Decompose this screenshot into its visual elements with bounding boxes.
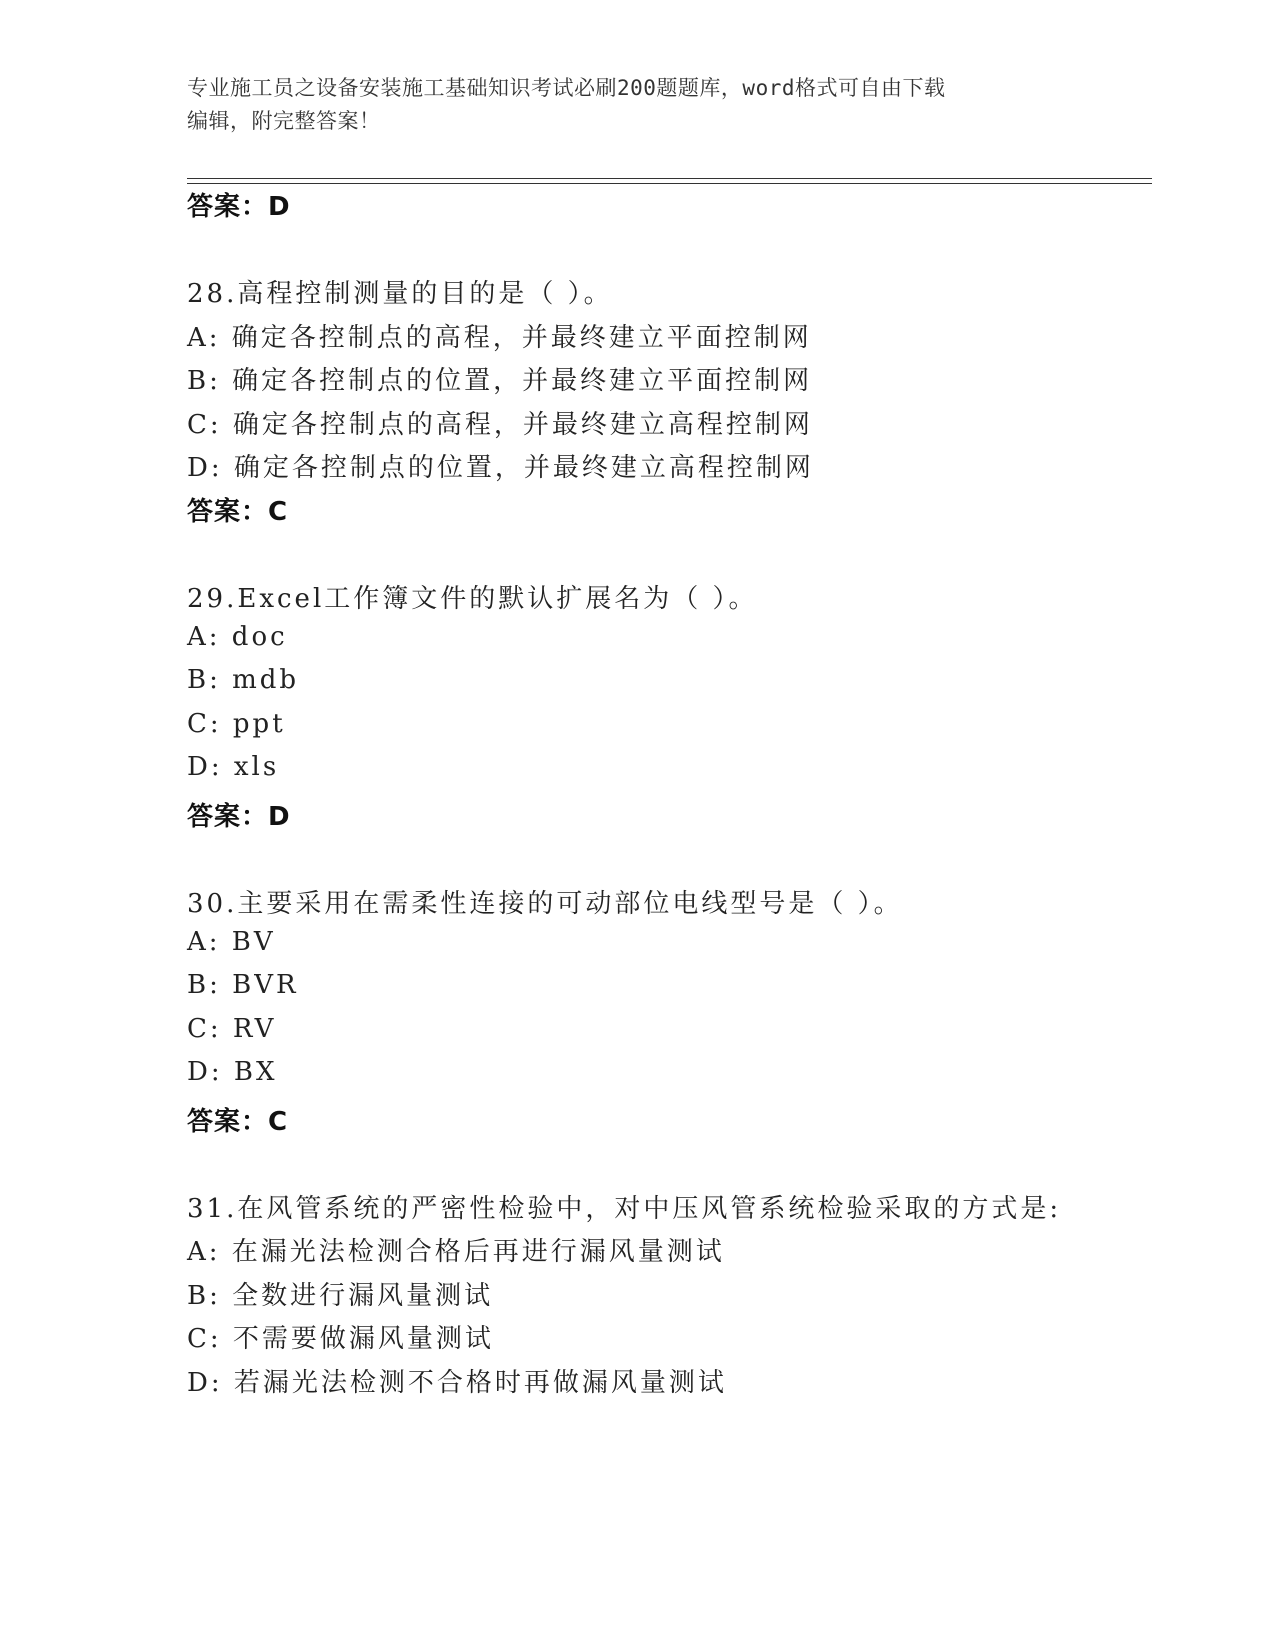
question-option: B: 确定各控制点的位置，并最终建立平面控制网	[187, 366, 813, 396]
question-option: A: BV	[187, 927, 276, 957]
question-option: B: BVR	[187, 970, 299, 1000]
header-divider-bottom	[187, 183, 1152, 184]
question-option: D: xls	[187, 752, 280, 782]
answer-line: 答案：D	[187, 802, 291, 832]
question-stem: 28.高程控制测量的目的是（ ）。	[187, 279, 613, 309]
answer-line: 答案：D	[187, 192, 291, 222]
document-header	[187, 72, 1087, 138]
header-line-1: 专业施工员之设备安装施工基础知识考试必刷200题题库，word格式可自由下载	[187, 76, 946, 100]
question-option: B: mdb	[187, 665, 300, 695]
question-option: D: BX	[187, 1057, 278, 1087]
question-option: C: ppt	[187, 709, 286, 739]
answer-line: 答案：C	[187, 1107, 289, 1137]
question-stem: 31.在风管系统的严密性检验中，对中压风管系统检验采取的方式是:	[187, 1194, 1062, 1224]
question-stem: 30.主要采用在需柔性连接的可动部位电线型号是（ ）。	[187, 889, 903, 919]
header-divider-top	[187, 178, 1152, 179]
question-option: A: doc	[187, 622, 288, 652]
answer-line: 答案：C	[187, 497, 289, 527]
question-option: D: 确定各控制点的位置，并最终建立高程控制网	[187, 453, 814, 483]
question-option: B: 全数进行漏风量测试	[187, 1281, 494, 1311]
question-option: D: 若漏光法检测不合格时再做漏风量测试	[187, 1368, 727, 1398]
question-stem: 29.Excel工作簿文件的默认扩展名为（ ）。	[187, 584, 758, 614]
question-option: C: 确定各控制点的高程，并最终建立高程控制网	[187, 410, 813, 440]
header-line-2: 编辑，附完整答案！	[187, 109, 381, 133]
question-option: A: 在漏光法检测合格后再进行漏风量测试	[187, 1237, 725, 1267]
question-option: C: RV	[187, 1014, 277, 1044]
question-option: A: 确定各控制点的高程，并最终建立平面控制网	[187, 323, 812, 353]
question-option: C: 不需要做漏风量测试	[187, 1324, 494, 1354]
